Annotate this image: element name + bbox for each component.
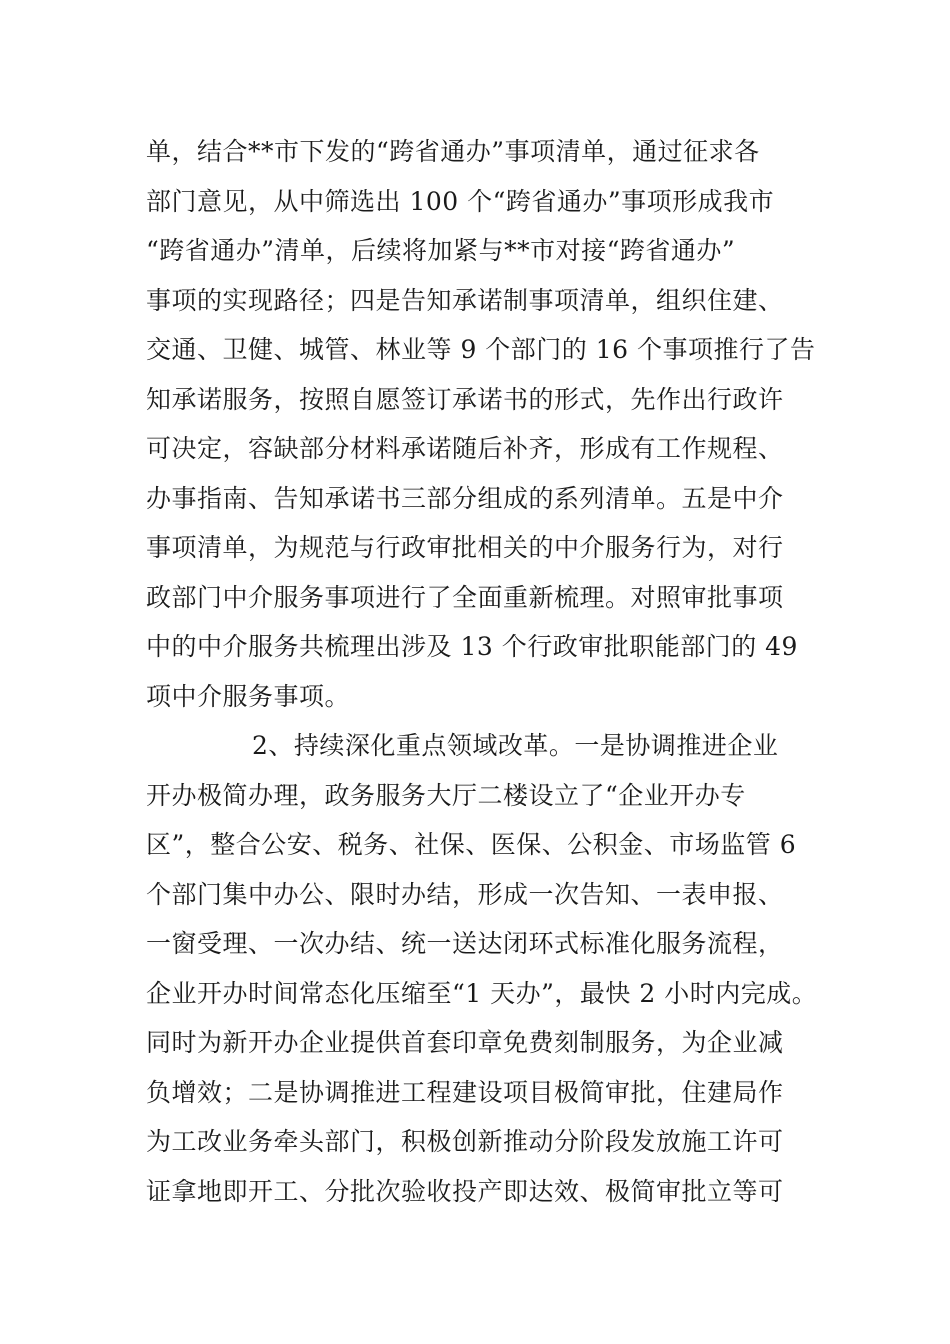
text-line: 区”，整合公安、税务、社保、医保、公积金、市场监管 6 (146, 830, 797, 859)
text-line: “跨省通办”清单，后续将加紧与**市对接“跨省通办” (146, 236, 736, 265)
text-line: 证拿地即开工、分批次验收投产即达效、极简审批立等可 (146, 1176, 784, 1206)
text-line: 政部门中介服务事项进行了全面重新梳理。对照审批事项 (146, 582, 784, 612)
text-line: 可决定，容缺部分材料承诺随后补齐，形成有工作规程、 (146, 434, 784, 463)
text-line: 交通、卫健、城管、林业等 9 个部门的 16 个事项推行了告 (146, 335, 816, 364)
text-line: 事项的实现路径；四是告知承诺制事项清单，组织住建、 (146, 285, 784, 315)
text-line: 同时为新开办企业提供首套印章免费刻制服务，为企业减 (146, 1028, 784, 1057)
text-line: 单，结合**市下发的“跨省通办”事项清单，通过征求各 (146, 137, 760, 166)
text-line: 个部门集中办公、限时办结，形成一次告知、一表申报、 (146, 879, 784, 909)
section-heading-line: 2、持续深化重点领域改革。一是协调推进企业 (252, 731, 779, 760)
text-line: 事项清单，为规范与行政审批相关的中介服务行为，对行 (146, 533, 784, 562)
text-line: 开办极简办理，政务服务大厅二楼设立了“企业开办专 (146, 780, 746, 810)
text-line: 项中介服务事项。 (146, 681, 351, 711)
text-line: 部门意见，从中筛选出 100 个“跨省通办”事项形成我市 (146, 186, 775, 216)
text-line: 企业开办时间常态化压缩至“1 天办”，最快 2 小时内完成。 (146, 978, 818, 1008)
text-line: 知承诺服务，按照自愿签订承诺书的形式，先作出行政许 (146, 384, 784, 414)
text-line: 一窗受理、一次办结、统一送达闭环式标准化服务流程， (146, 929, 784, 958)
text-line: 办事指南、告知承诺书三部分组成的系列清单。五是中介 (146, 483, 784, 513)
document-body (146, 127, 846, 1216)
text-line: 为工改业务牵头部门，积极创新推动分阶段发放施工许可 (146, 1127, 784, 1156)
text-line: 负增效；二是协调推进工程建设项目极简审批，住建局作 (146, 1077, 784, 1107)
text-line: 中的中介服务共梳理出涉及 13 个行政审批职能部门的 49 (146, 632, 798, 661)
